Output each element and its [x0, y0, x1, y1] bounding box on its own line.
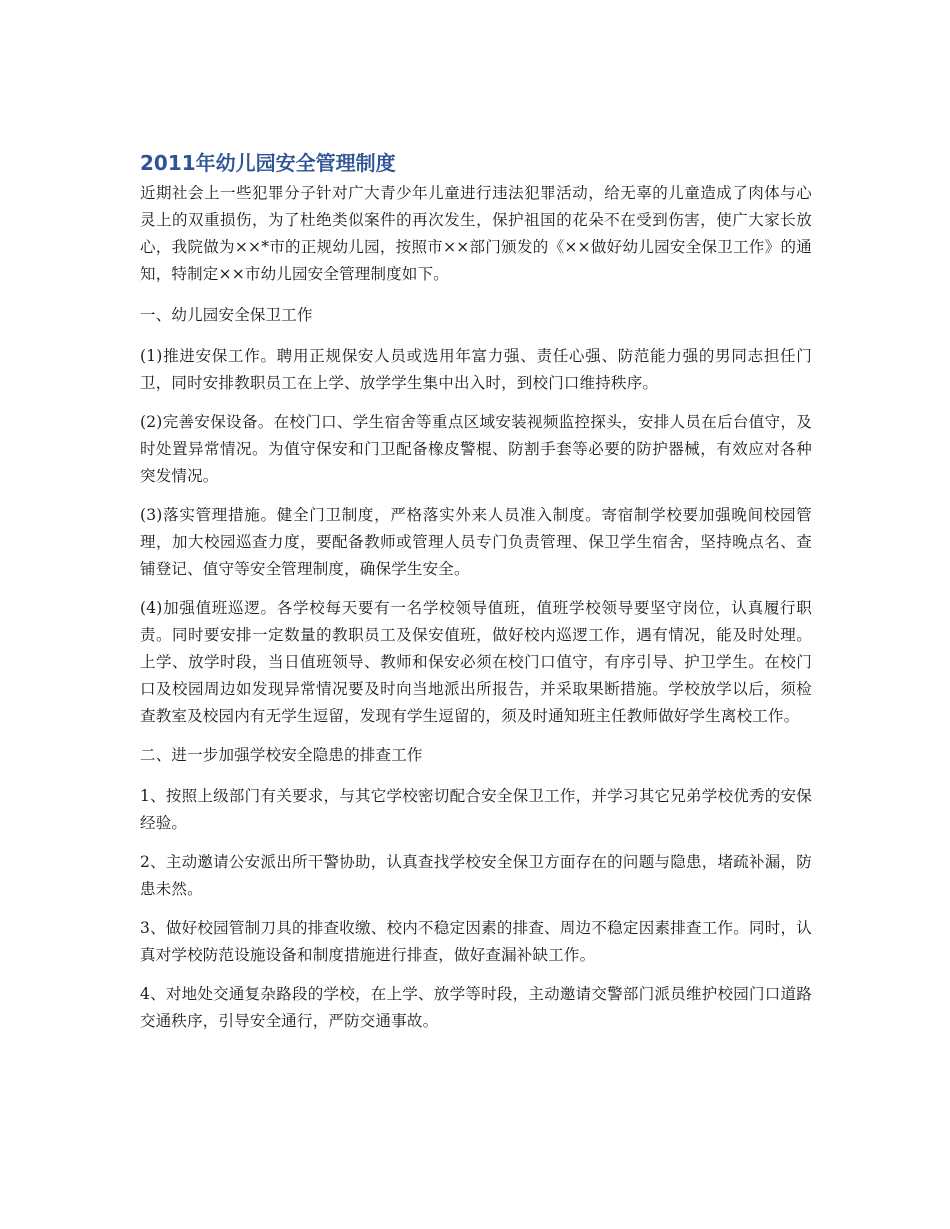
section-1-item-3: (3)落实管理措施。健全门卫制度，严格落实外来人员准入制度。寄宿制学校要加强晚间校园管理，加大校园巡查力度，要配备教师或管理人员专门负责管理、保卫学生宿舍，坚持晚点名、查铺登记、值守等安全管理制度，确保学生安全。: [140, 506, 812, 578]
section-2-item-2: 2、主动邀请公安派出所干警协助，认真查找学校安全保卫方面存在的问题与隐患，堵疏补漏，防患未然。: [140, 853, 812, 898]
section-2-heading: 二、进一步加强学校安全隐患的排查工作: [140, 746, 423, 764]
section-2-item-3: 3、做好校园管制刀具的排查收缴、校内不稳定因素的排查、周边不稳定因素排查工作。同时，认真对学校防范设施设备和制度措施进行排查，做好查漏补缺工作。: [140, 919, 812, 964]
document-title: 2011年幼儿园安全管理制度: [140, 151, 396, 175]
section-1-item-2: (2)完善安保设备。在校门口、学生宿舍等重点区域安装视频监控探头，安排人员在后台值守，及时处置异常情况。为值守保安和门卫配备橡皮警棍、防割手套等必要的防护器械，有效应对各种突发情况。: [140, 413, 812, 485]
document-body: [140, 148, 812, 1047]
section-1-item-4: (4)加强值班巡逻。各学校每天要有一名学校领导值班，值班学校领导要坚守岗位，认真履行职责。同时要安排一定数量的教职员工及保安值班，做好校内巡逻工作，遇有情况，能及时处理。上学、放学时段，当日值班领导、教师和保安必须在校门口值守，有序引导、护卫学生。在校门口及校园周边如发现异常情况要及时向当地派出所报告，并采取果断措施。学校放学以后，须检查教室及校园内有无学生逗留，发现有学生逗留的，须及时通知班主任教师做好学生离校工作。: [140, 599, 812, 725]
section-1-heading: 一、幼儿园安全保卫工作: [140, 306, 313, 324]
section-2-item-1: 1、按照上级部门有关要求，与其它学校密切配合安全保卫工作，并学习其它兄弟学校优秀的安保经验。: [140, 787, 812, 832]
section-1-item-1: (1)推进安保工作。聘用正规保安人员或选用年富力强、责任心强、防范能力强的男同志担任门卫，同时安排教职员工在上学、放学学生集中出入时，到校门口维持秩序。: [140, 347, 812, 392]
intro-paragraph: 近期社会上一些犯罪分子针对广大青少年儿童进行违法犯罪活动，给无辜的儿童造成了肉体与心灵上的双重损伤，为了杜绝类似案件的再次发生，保护祖国的花朵不在受到伤害，使广大家长放心，我院做为××*市的正规幼儿园，按照市××部门颁发的《××做好幼儿园安全保卫工作》的通知，特制定××市幼儿园安全管理制度如下。: [140, 184, 812, 283]
section-2-item-4: 4、对地处交通复杂路段的学校，在上学、放学等时段，主动邀请交警部门派员维护校园门口道路交通秩序，引导安全通行，严防交通事故。: [140, 985, 812, 1030]
